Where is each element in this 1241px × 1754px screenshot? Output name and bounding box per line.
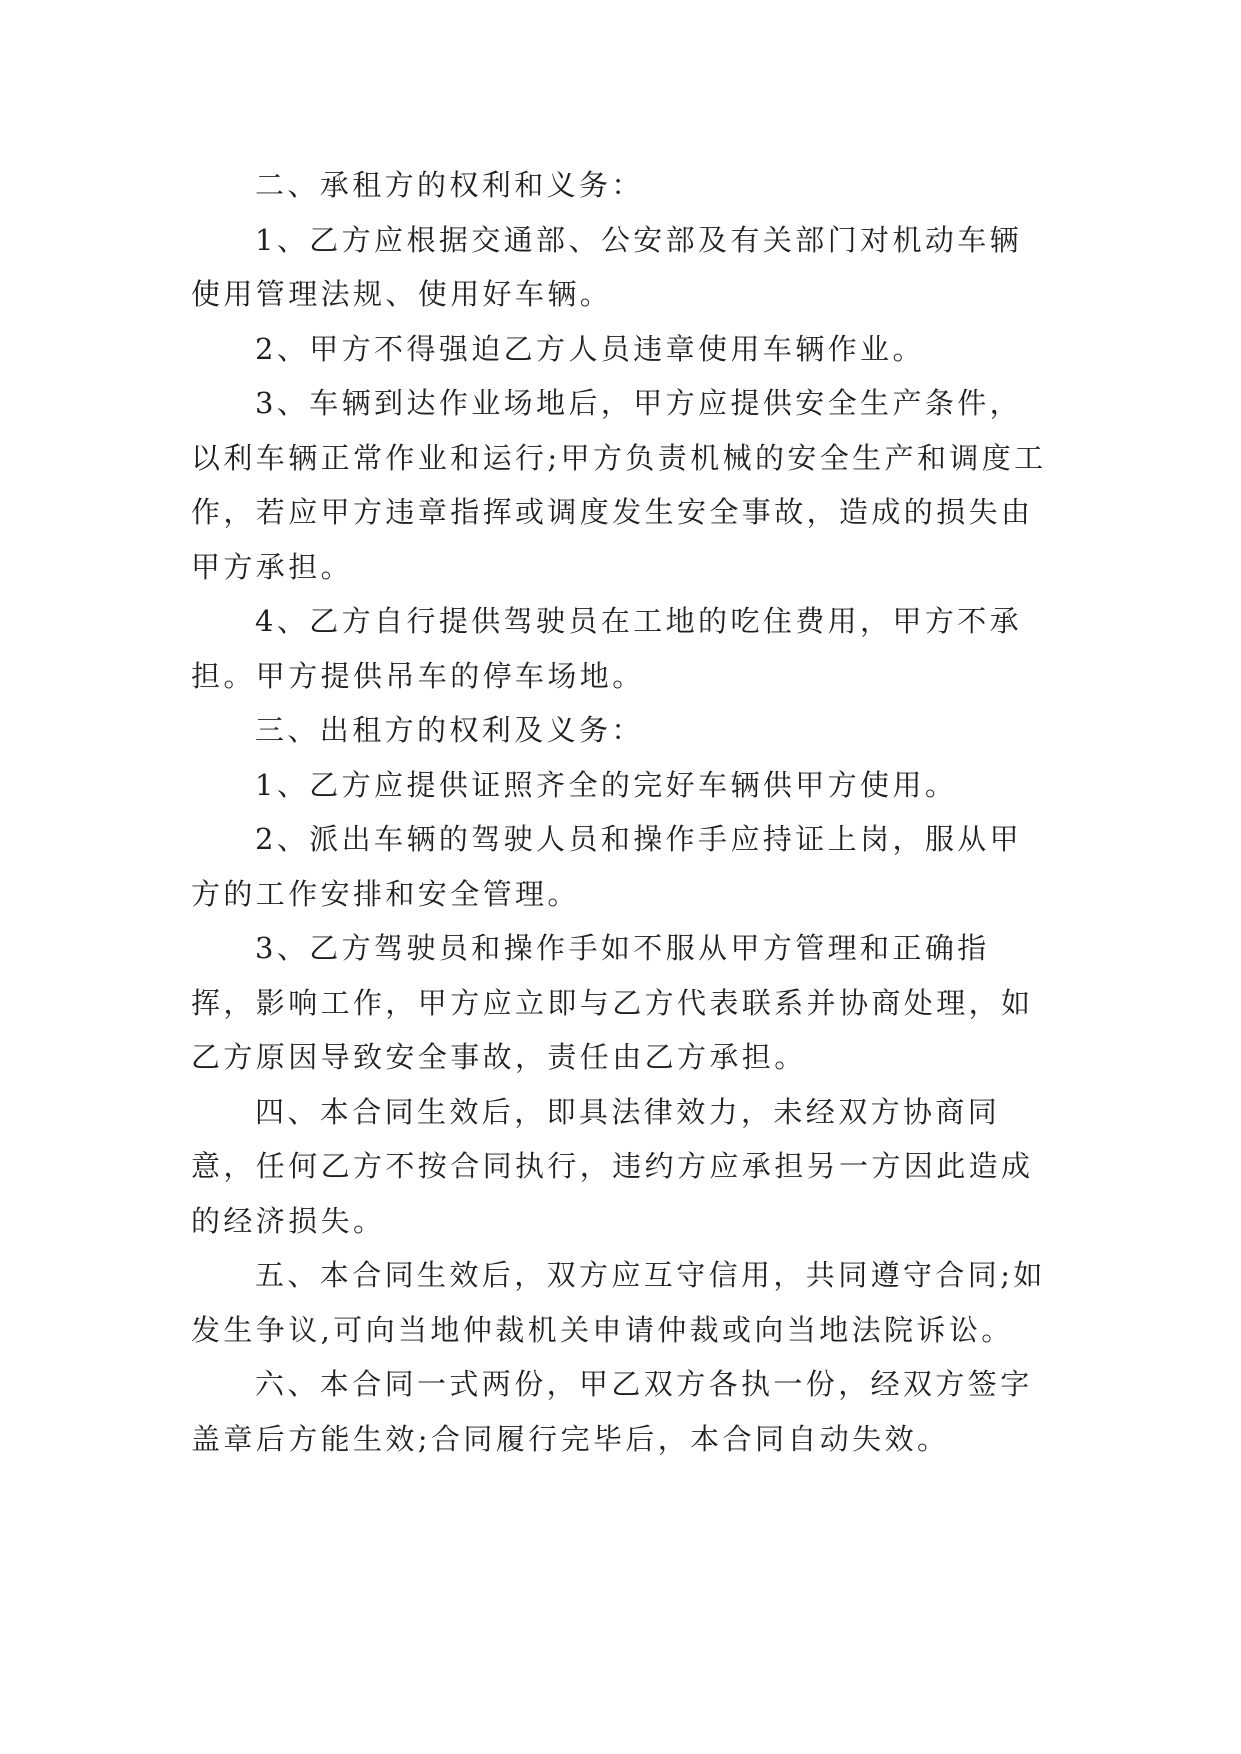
contract-body <box>191 158 1051 1466</box>
section-paragraph-disputes: 五、本合同生效后，双方应互守信用，共同遵守合同;如发生争议,可向当地仲裁机关申请仲裁或向当地法院诉讼。 <box>191 1258 1046 1347</box>
section-paragraph-copies: 六、本合同一式两份，甲乙双方各执一份，经双方签字盖章后方能生效;合同履行完毕后，本合同自动失效。 <box>191 1367 1033 1456</box>
section-heading-lessor-rights: 三、出租方的权利及义务： <box>255 713 644 747</box>
clause-paragraph: 3、乙方驾驶员和操作手如不服从甲方管理和正确指挥，影响工作，甲方应立即与乙方代表联系并协商处理，如乙方原因导致安全事故，责任由乙方承担。 <box>191 931 1034 1074</box>
clause-paragraph: 3、车辆到达作业场地后，甲方应提供安全生产条件，以利车辆正常作业和运行;甲方负责机械的安全生产和调度工作，若应甲方违章指挥或调度发生安全事故，造成的损失由甲方承担。 <box>191 386 1047 584</box>
section-heading-lessee-rights: 二、承租方的权利和义务： <box>255 168 644 202</box>
clause-paragraph: 2、甲方不得强迫乙方人员违章使用车辆作业。 <box>255 331 925 366</box>
clause-paragraph: 2、派出车辆的驾驶人员和操作手应持证上岗，服从甲方的工作安排和安全管理。 <box>191 822 1023 911</box>
section-paragraph-effectiveness: 四、本合同生效后，即具法律效力，未经双方协商同意，任何乙方不按合同执行，违约方应承担另一方因此造成的经济损失。 <box>191 1094 1034 1238</box>
clause-paragraph: 4、乙方自行提供驾驶员在工地的吃住费用，甲方不承担。甲方提供吊车的停车场地。 <box>191 604 1023 693</box>
clause-paragraph: 1、乙方应根据交通部、公安部及有关部门对机动车辆使用管理法规、使用好车辆。 <box>191 222 1023 311</box>
clause-paragraph: 1、乙方应提供证照齐全的完好车辆供甲方使用。 <box>255 767 958 802</box>
